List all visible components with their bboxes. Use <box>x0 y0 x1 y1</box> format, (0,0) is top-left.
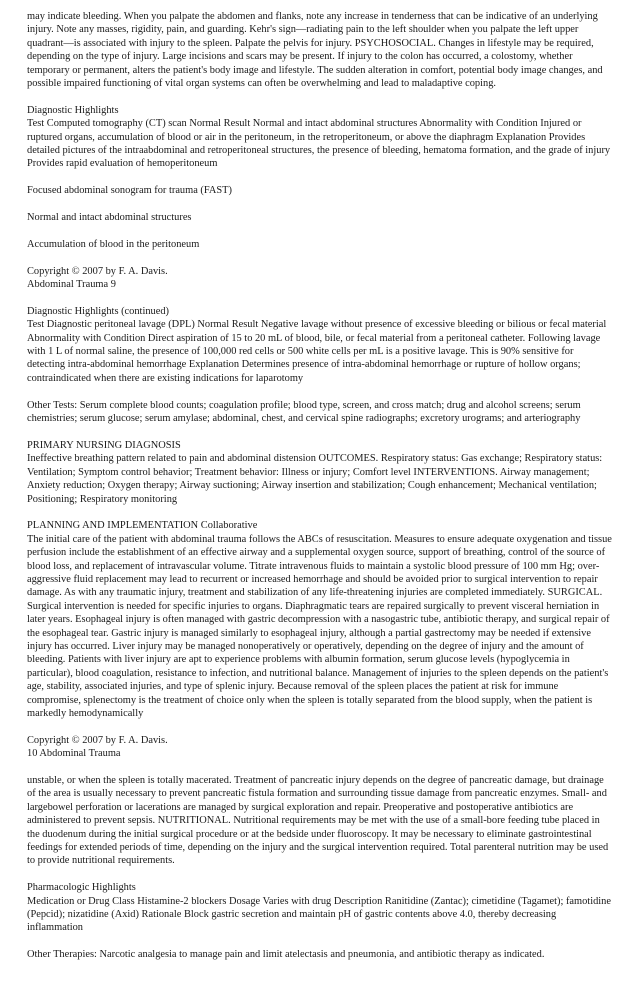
paragraph-other-tests: Other Tests: Serum complete blood counts; coagulation profile; blood type, screen, and cross match; drug and alcohol screens; serum chemistries; serum glucose; serum amylase; abdominal, chest, and cervical spine radiographs; excretory urograms; and arteriography <box>27 399 581 425</box>
paragraph-diagnostic-highlights-dpl: Diagnostic Highlights (continued) Test Diagnostic peritoneal lavage (DPL) Normal Result Negative lavage without presence of excessive bleeding or bilious or fecal material Abnormality with Condition Direct aspiration of 15 to 20 mL of blood, bile, or fecal material from a peritoneal catheter. Following lavage with 1 L of normal saline, the presence of 100,000 red cells or 500 white cells per mL is a positive lavage. This is 90% sensitive for detecting intra-abdominal hemorrhage Explanation Determines presence of intra-abdominal hemorrhage or rupture of hollow organs; contraindicated when there are existing indications for laparotomy <box>27 305 607 384</box>
paragraph-fast-abnormal: Accumulation of blood in the peritoneum <box>27 238 200 250</box>
paragraph-diagnostic-highlights-ct: Diagnostic Highlights Test Computed tomography (CT) scan Normal Result Normal and intact abdominal structures Abnormality with Condition Injured or ruptured organs, accumulation of blood or air in the peritoneum, in the retroperitoneum, or above the diaphragm Explanation Provides detailed pictures of the intraabdominal and retroperitoneal structures, the presence of bleeding, hematoma formation, and the grade of injury Provides rapid evaluation of hemoperitoneum <box>27 104 611 170</box>
paragraph-planning-implementation: PLANNING AND IMPLEMENTATION Collaborative The initial care of the patient with abdominal trauma follows the ABCs of resuscitation. Measures to ensure adequate oxygenation and tissue perfusion include the establishment of an effective airway and a supplemental oxygen source, support of breathing, control of the source of blood loss, and replacement of intravascular volume. Titrate intravenous fluids to maintain a systolic blood pressure of 100 mm Hg; over-aggressive fluid replacement may lead to recurrent or increased hemorrhage and should be avoided prior to surgical intervention to repair damage. As with any traumatic injury, treatment and stabilization of any life-threatening injuries are completed immediately. SURGICAL. Surgical intervention is needed for specific injuries to organs. Diaphragmatic tears are repaired surgically to prevent visceral herniation in later years. Esophageal injury is often managed with gastric decompression with a nasogastric tube, antibiotic therapy, and surgical repair of the esophageal tear. Gastric injury is managed similarly to esophageal injury, although a partial gastrectomy may be needed if extensive injury has occurred. Liver injury may be managed nonoperatively or operatively, depending on the degree of injury and the amount of bleeding. Patients with liver injury are apt to experience problems with albumin formation, serum glucose levels (hypoglycemia in particular), blood coagulation, resistance to infection, and nutritional balance. Management of injuries to the spleen depends on the patient's age, stability, associated injuries, and type of splenic injury. Because removal of the spleen places the patient at risk for immune compromise, splenectomy is the treatment of choice only when the spleen is totally separated from the blood supply, when the patient is markedly hemodynamically <box>27 520 612 719</box>
paragraph-assessment: may indicate bleeding. When you palpate the abdomen and flanks, note any increase in tenderness that can be indicative of an underlying injury. Note any masses, rigidity, pain, and guarding. Kehr's sign—radiating pain to the left shoulder when you palpate the left upper quadrant—is associated with injury to the spleen. Palpate the pelvis for injury. PSYCHOSOCIAL. Changes in lifestyle may be required, depending on the type of injury. Large incisions and scars may be present. If injury to the colon has occurred, a colostomy, whether temporary or permanent, alters the patient's body image and lifestyle. The sudden alteration in comfort, potential body image changes, and possible impaired functioning of vital organ systems can often be overwhelming and lead to maladaptive coping. <box>27 11 603 90</box>
page-footer-10: Copyright © 2007 by F. A. Davis. 10 Abdominal Trauma <box>27 734 168 760</box>
paragraph-fast: Focused abdominal sonogram for trauma (FAST) <box>27 185 232 197</box>
paragraph-other-therapies: Other Therapies: Narcotic analgesia to manage pain and limit atelectasis and pneumonia, and antibiotic therapy as indicated. <box>27 949 545 961</box>
page-footer-9: Copyright © 2007 by F. A. Davis. Abdominal Trauma 9 <box>27 265 168 291</box>
paragraph-pharmacologic-highlights: Pharmacologic Highlights Medication or Drug Class Histamine-2 blockers Dosage Varies with drug Description Ranitidine (Zantac); cimetidine (Tagamet); famotidine (Pepcid); nizatidine (Axid) Rationale Block gastric secretion and maintain pH of gastric contents above 4.0, thereby decreasing inflammation <box>27 882 611 934</box>
paragraph-fast-normal: Normal and intact abdominal structures <box>27 212 192 224</box>
paragraph-pancreatic-nutritional: unstable, or when the spleen is totally macerated. Treatment of pancreatic injury depends on the degree of pancreatic damage, but drainage of the area is usually necessary to prevent pancreatic fistula formation and surrounding tissue damage from pancreatic enzymes. Small- and largebowel perforation or lacerations are managed by surgical exploration and repair. Preoperative and postoperative antibiotics are administered to prevent sepsis. NUTRITIONAL. Nutritional requirements may be met with the use of a small-bore feeding tube placed in the duodenum during the initial surgical procedure or at the bedside under fluoroscopy. It may be necessary to eliminate gastrointestinal feedings for extended periods of time, depending on the injury and the surgical intervention required. Total parenteral nutrition may be used to provide nutritional requirements. <box>27 774 609 867</box>
paragraph-primary-nursing-diagnosis: PRIMARY NURSING DIAGNOSIS Ineffective breathing pattern related to pain and abdominal distension OUTCOMES. Respiratory status: Gas exchange; Respiratory status: Ventilation; Symptom control behavior; Treatment behavior: Illness or injury; Comfort level INTERVENTIONS. Airway management; Anxiety reduction; Oxygen therapy; Airway suctioning; Airway insertion and stabilization; Cough enhancement; Mechanical ventilation; Positioning; Respiratory monitoring <box>27 439 603 505</box>
